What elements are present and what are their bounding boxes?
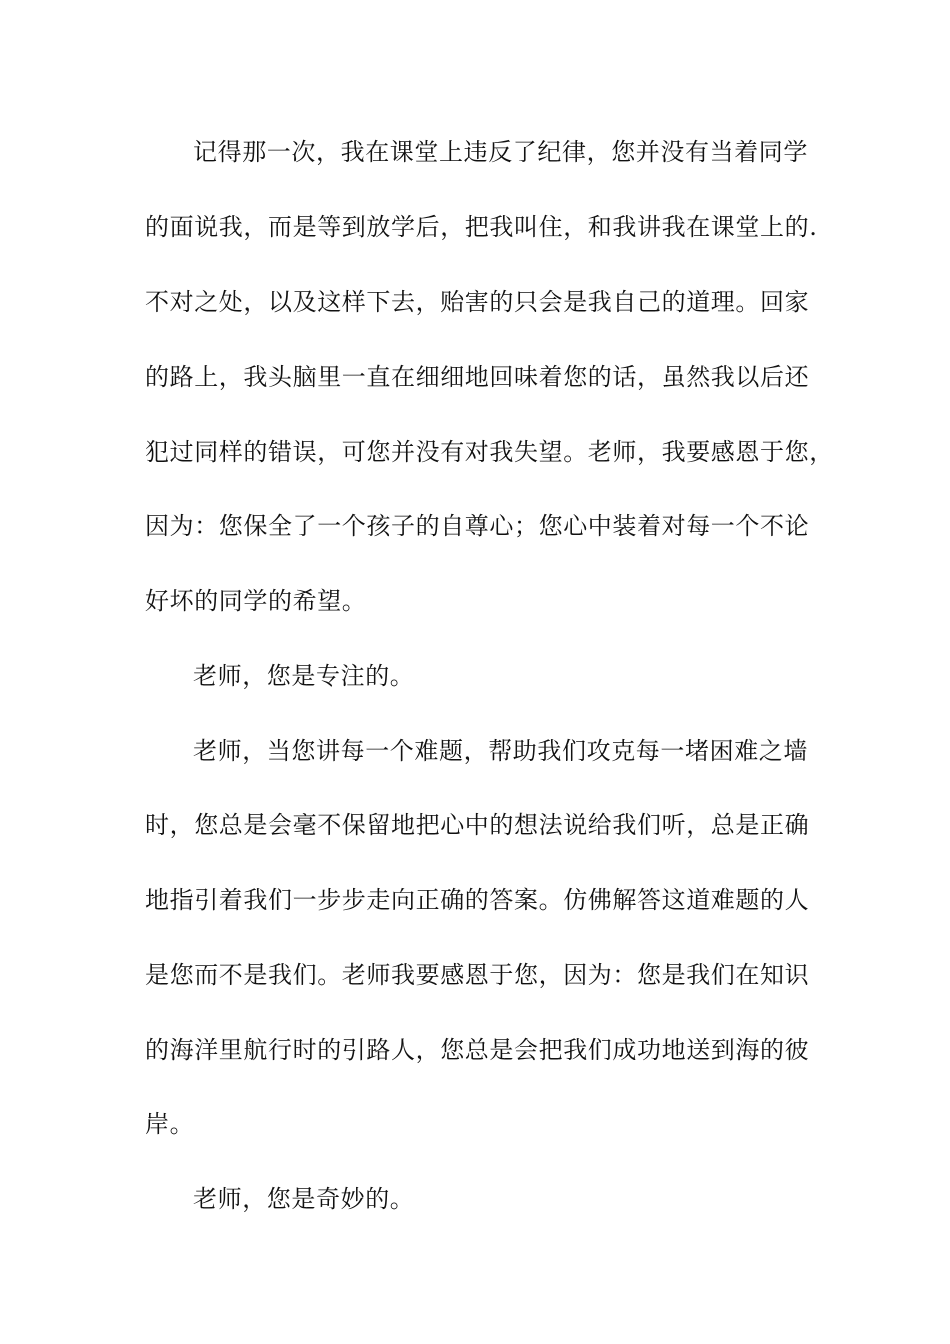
- paragraph-line: 记得那一次，我在课堂上违反了纪律，您并没有当着同学: [193, 138, 808, 166]
- paragraph-line: 因为：您保全了一个孩子的自尊心；您心中装着对每一个不论: [145, 512, 810, 540]
- paragraph-line: 老师，您是奇妙的。: [193, 1185, 415, 1213]
- paragraph-line: 地指引着我们一步步走向正确的答案。仿佛解答这道难题的人: [145, 886, 810, 914]
- paragraph-line: 老师，当您讲每一个难题，帮助我们攻克每一堵困难之墙: [193, 737, 808, 765]
- paragraph-line: 犯过同样的错误，可您并没有对我失望。老师，我要感恩于您，: [145, 438, 834, 466]
- paragraph-line: 的海洋里航行时的引路人，您总是会把我们成功地送到海的彼: [145, 1036, 810, 1064]
- paragraph-line: 老师，您是专注的。: [193, 662, 415, 690]
- paragraph-line: 岸。: [145, 1110, 195, 1138]
- paragraph-line: 的面说我，而是等到放学后，把我叫住，和我讲我在课堂上的.: [145, 213, 818, 241]
- paragraph-line: 时，您总是会毫不保留地把心中的想法说给我们听，总是正确: [145, 811, 810, 839]
- paragraph-line: 是您而不是我们。老师我要感恩于您，因为：您是我们在知识: [145, 961, 810, 989]
- paragraph-line: 不对之处，以及这样下去，贻害的只会是我自己的道理。回家: [145, 288, 810, 316]
- paragraph-line: 好坏的同学的希望。: [145, 587, 367, 615]
- paragraph-line: 的路上，我头脑里一直在细细地回味着您的话，虽然我以后还: [145, 363, 810, 391]
